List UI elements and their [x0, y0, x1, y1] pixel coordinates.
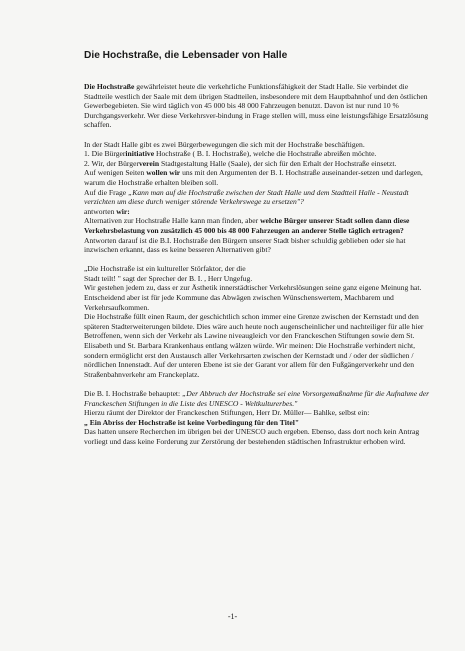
alternatives-bold: welche Bürger unserer Stadt sollen dann diese Verkehrsbelastung von zusätzlich 45 000 bis 48 000 Fahrzeugen an anderer Stelle täglich ertragen? [84, 216, 410, 235]
answers-text: Antworten darauf ist die B.I. Hochstraße den Bürgern unserer Stadt bisher schuldig geblieben oder sie hat inzwischen erkannt, dass es keine besseren Alternativen gibt? [84, 235, 406, 255]
quote-line-2: Stadt teilt! " sagt der Sprecher der B. I. , Herr Ungefug. [84, 273, 253, 283]
alternatives-text [84, 216, 436, 235]
unesco-claim-prefix: Die B. I. Hochstraße behauptet: [84, 389, 183, 398]
quote-line-1: „Die Hochstraße ist ein kultureller Störfaktor, der die [84, 264, 246, 274]
arguments-text [84, 168, 436, 187]
research-paragraph: Das hatten unsere Recherchen im übrigen bei der UNESCO auch ergeben. Ebenso, dass dort noch kein Antrag vorliegt und dass keine Forderung zur Zerstörung der bestehenden städtischen Infrastruktur erhoben wird. [84, 427, 420, 446]
citizen-movements-text: In der Stadt Halle gibt es zwei Bürgerbewegungen die sich mit der Hochstraße beschäftigen. [84, 139, 365, 149]
unesco-claim-italic: „Der Abbruch der Hochstraße sei eine Vorsorgemaßnahme für die Aufnahme der Franckeschen Stiftungen in die Liste des UNESCO - Weltkulturerbes." [84, 389, 430, 408]
movement-1-suffix: Hochstraße ( B. I. Hochstraße), welche die Hochstraße abreißen möchte. [154, 149, 377, 159]
director-quote-bold: „ Ein Abriss der Hochstraße ist keine Vorbedingung für den Titel" [84, 417, 300, 427]
movement-2-bold: verein [139, 158, 160, 168]
aesthetics-paragraph: Wir gestehen jedem zu, dass er zur Ästhetik innerstädtischer Verkehrslösungen seine ganz eigene Meinung hat. Entscheidend aber ist für jede Kommune das Abwägen zwischen Wünschenswertem, Machbarem und Verkehrsaufkommen. [84, 283, 422, 312]
movement-1-bold: initiative [125, 149, 155, 159]
arguments-suffix: uns mit den Argumenten der B. I. Hochstraße auseinander-setzen und darlegen, warum die Hochstraße erhalten bleiben soll. [84, 168, 423, 187]
intro-bold-lead: Die Hochstraße [84, 82, 135, 91]
unesco-claim [84, 389, 436, 408]
director-quote [84, 418, 436, 428]
movement-item-2 [84, 159, 436, 169]
answer-intro [84, 207, 436, 217]
question-text [84, 188, 436, 207]
document-title: Die Hochstraße, die Lebensader von Halle [84, 50, 288, 61]
document-body [84, 50, 436, 447]
movement-item-1 [84, 149, 436, 159]
director-statement: Hierzu räumt der Direktor der Franckeschen Stiftungen, Herr Dr. Müller— Bahlke, selbst ein: [84, 408, 370, 418]
question-italic: „Kann man auf die Hochstraße zwischen der Stadt Halle und dem Stadtteil Halle - Neustadt verzichten um diese durch weniger störende Verkehrswege zu ersetzen"? [84, 187, 409, 207]
page-number: -1- [227, 612, 238, 621]
movement-1-prefix: 1. Die Bürger [84, 149, 126, 159]
arguments-bold: wollen wir [146, 168, 181, 178]
answer-bold: wir: [116, 206, 130, 216]
intro-text: gewährleistet heute die verkehrliche Funktionsfähigkeit der Stadt Halle. Sie verbindet die Stadtteile westlich der Saale mit dem übrigen Stadtteilen, insbesondere mit dem Hauptbahnhof und den östlichen Gewerbegebieten. Sie wird täglich von 45 000 bis 48 000 Fahrzeugen benutzt. Davon ist nur rund 10 % Durchgangsverkehr. Wer diese Verkehrsver-bindung in Frage stellen will, muss eine leistungsfähige Ersatzlösung schaffen. [84, 82, 429, 130]
arguments-prefix: Auf wenigen Seiten [84, 168, 147, 178]
answer-prefix: antworten [84, 206, 117, 216]
question-prefix: Auf die Frage [84, 187, 129, 197]
intro-paragraph [84, 82, 436, 130]
boundary-paragraph: Die Hochstraße füllt einen Raum, der geschichtlich schon immer eine Grenze zwischen der Kernstadt und den späteren Stadterweiterungen bildete. Dies wäre auch heute noch augenscheinlicher und nachteiliger für alle hier Betroffenen, wenn sich der Verkehr als Lawine niveaugleich vor den Franckeschen Stiftungen sowie dem St. Elisabeth und St. Barbara Krankenhaus entlang wälzen würde. Wir meinen: Die Hochstraße verhindert nicht, sondern ermöglicht erst den Austausch aller Verkehrsarten zwischen der Kernstadt und / oder der südlichen / nördlichen Innenstadt. Auf der unteren Ebene ist sie der Garant vor allem für den Fußgängerverkehr und den Straßenbahnverkehr am Franckeplatz. [84, 312, 424, 379]
alternatives-prefix: Alternativen zur Hochstraße Halle kann man finden, aber [84, 216, 261, 226]
movement-2-prefix: 2. Wir, der Bürger [84, 158, 139, 168]
movement-2-suffix: Stadtgestaltung Halle (Saale), der sich für den Erhalt der Hochstraße einsetzt. [159, 158, 397, 168]
